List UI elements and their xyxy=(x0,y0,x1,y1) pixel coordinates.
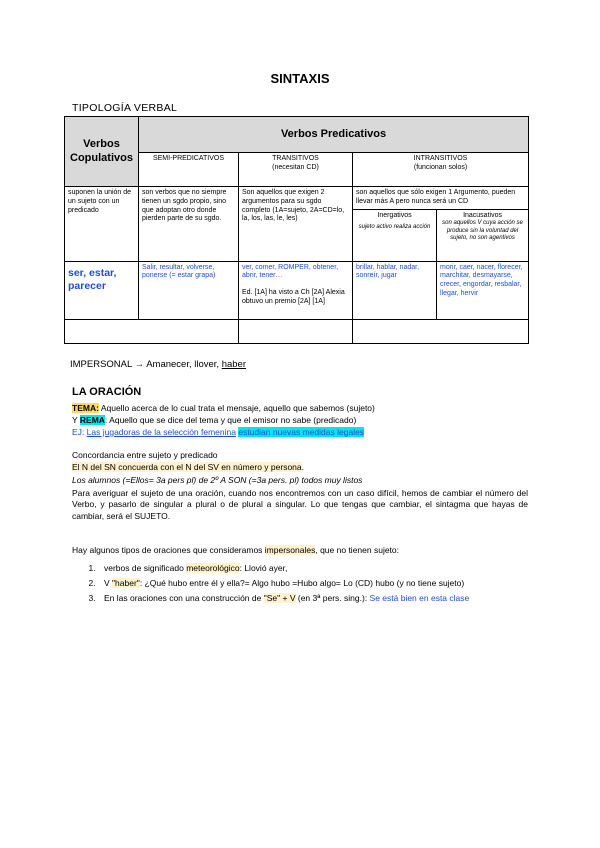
intrans-header: INTRANSITIVOS (funcionan solos) xyxy=(353,153,529,187)
page-title: SINTAXIS xyxy=(270,71,330,86)
list-item: 3. En las oraciones con una construcción de "Se" + V (en 3ª pers. sing.): Se está bien en esta clase xyxy=(98,593,538,603)
semi-header: SEMI-PREDICATIVOS xyxy=(139,153,239,187)
empty-cell xyxy=(239,319,353,343)
inergativos-examples: brillar, hablar, nadar, sonreír, jugar xyxy=(353,261,437,319)
tema-line: TEMA: Aquello acerca de lo cual trata el mensaje, aquello que sabemos (sujeto) xyxy=(72,403,375,413)
example-line: EJ: Las jugadoras de la selección femenina estudian nuevas medidas legales xyxy=(72,427,365,437)
copulativos-examples: ser, estar, parecer xyxy=(65,261,139,319)
trans-header: TRANSITIVOS (necesitan CD) xyxy=(239,153,353,187)
impersonal-list xyxy=(72,563,538,608)
predicativos-header: Verbos Predicativos xyxy=(139,117,529,153)
subject-paragraph: Para averiguar el sujeto de una oración, cuando nos encontremos con un caso difícil, hemos de cambiar el número del Verbo, y pasarlo de singular a plural o de plural a singular. Lo que tengas que cambiar, el sintagma que hayas de cambiar, será el SUJETO. xyxy=(72,488,528,521)
verb-typology-table xyxy=(64,116,529,344)
empty-cell xyxy=(139,319,239,343)
list-item: 2. V "haber": ¿Qué hubo entre él y ella?= Algo hubo =Hubo algo= Lo (CD) hubo (y no tiene sujeto) xyxy=(98,578,538,588)
copulativos-definition: suponen la unión de un sujeto con un predicado xyxy=(65,187,139,262)
copulativos-header: Verbos Copulativos xyxy=(65,117,139,187)
inergativos-cell: Inergativos sujeto activo realiza acción xyxy=(353,209,437,261)
concordancia-example: Los alumnos (=Ellos= 3a pers pl) de 2º A SON (=3a pers. pl) todos muy listos xyxy=(72,475,363,485)
empty-cell xyxy=(65,319,139,343)
semi-definition: son verbos que no siempre tienen un sgdo propio, sino que adoptan otro donde pierden parte de su sgdo. xyxy=(139,187,239,262)
concordancia-rule: El N del SN concuerda con el N del SV en número y persona. xyxy=(72,462,304,472)
empty-cell xyxy=(353,319,529,343)
rema-line: Y REMA: Aquello que se dice del tema y que el emisor no sabe (predicado) xyxy=(72,415,357,425)
intrans-definition: son aquellos que sólo exigen 1 Argumento, pueden llevar más A pero nunca será un CD xyxy=(353,187,529,210)
oracion-heading: LA ORACIÓN xyxy=(72,386,142,398)
trans-examples-cell: ver, comer, ROMPER, obtener, abrir, tener… Ed. [1A] ha visto a Ch [2A] Alexia obtuvo un premio [2A] [1A] xyxy=(239,261,353,319)
trans-definition: Son aquellos que exigen 2 argumentos para su sgdo completo (1A=sujeto, 2A=CD=lo, la, los, las, le, les) xyxy=(239,187,353,262)
concordancia-title: Concordancia entre sujeto y predicado xyxy=(72,450,218,460)
inacusativos-cell: Inacusativos son aquellos V cuya acción se produce sin la voluntad del sujeto, no son agentivos xyxy=(437,209,529,261)
semi-examples: Salir, resultar, volverse, ponerse (= estar grapa) xyxy=(139,261,239,319)
impersonal-line: IMPERSONAL → Amanecer, llover, haber xyxy=(70,359,247,370)
inacusativos-examples: morir, caer, nacer, florecer, marchitar, desmayarse, crecer, engordar, resbalar, llegar, hervir xyxy=(437,261,529,319)
section-subtitle: TIPOLOGÍA VERBAL xyxy=(72,102,178,114)
impersonal-intro: Hay algunos tipos de oraciones que consideramos impersonales, que no tienen sujeto: xyxy=(72,545,400,555)
list-item: 1. verbos de significado meteorológico: Llovió ayer, xyxy=(98,563,538,573)
